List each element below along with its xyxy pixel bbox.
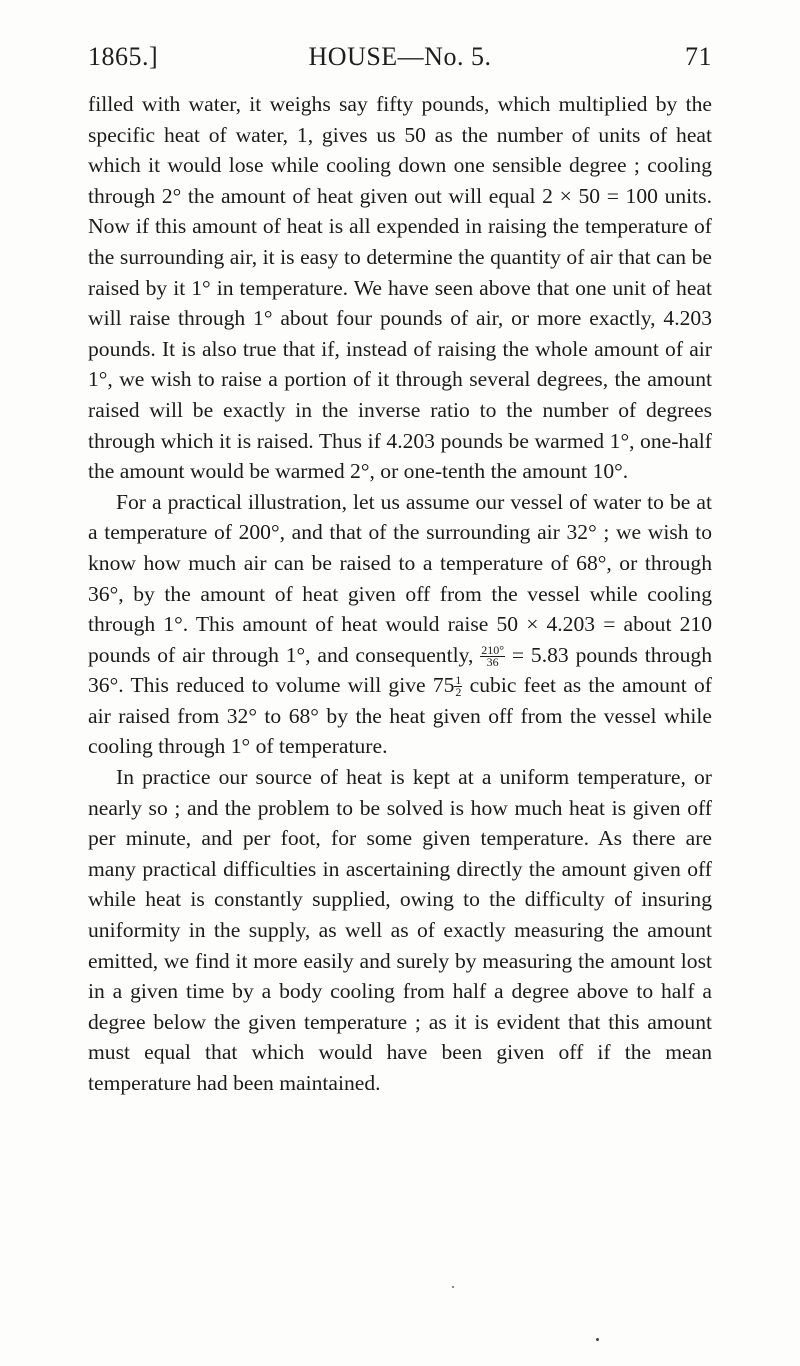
fraction-numerator: 210° xyxy=(481,642,505,657)
fraction-one-half xyxy=(454,675,462,698)
paragraph-3: In practice our source of heat is kept at a uniform temperature, or nearly so ; and the problem to be solved is how much heat is given off per minute, and per foot, for some given temperature. As there are many practical difficulties in ascertaining directly the amount given off while heat is constantly supplied, owing to the difficulty of insuring uniformity in the supply, as well as of exactly measuring the amount emitted, we find it more easily and surely by measuring the amount lost in a given time by a body cooling from half a degree above to half a degree below the given temperature ; as it is evident that this amount must equal that which would have been given off if the mean temperature had been maintained. xyxy=(88,765,712,1095)
ink-speck xyxy=(452,1286,454,1288)
paragraph-2-part-2: = 5.83 pounds through 36°. This reduced to volume will give 75 xyxy=(88,642,712,698)
running-header xyxy=(88,42,712,76)
page-body xyxy=(88,89,712,1099)
header-year: 1865.] xyxy=(88,42,159,71)
paragraph-2-part-3: cubic feet as the amount of air raised from 32° to 68° by the heat given off from the vessel while cooling through 1° of temperature. xyxy=(88,673,712,759)
fraction-210-over-36 xyxy=(480,642,505,669)
ink-speck xyxy=(596,1338,599,1341)
paragraph-2-part-1: For a practical illustration, let us assume our vessel of water to be at a temperature of 200°, and that of the surrounding air 32° ; we wish to know how much air can be raised to a temperature of 68°, or through 36°, by the amount of heat given off from the vessel while cooling through 1°. This amount of heat would raise 50 × 4.203 = about 210 pounds of air through 1°, and consequently, xyxy=(88,489,712,667)
paragraph-1: filled with water, it weighs say fifty pounds, which multiplied by the specific heat of water, 1, gives us 50 as the number of units of heat which it would lose while cooling down one sensible degree ; cooling through 2° the amount of heat given out will equal 2 × 50 = 100 units. Now if this amount of heat is all expended in raising the temperature of the surrounding air, it is easy to determine the quantity of air that can be raised by it 1° in temperature. We have seen above that one unit of heat will raise through 1° about four pounds of air, or more exactly, 4.203 pounds. It is also true that if, instead of raising the whole amount of air 1°, we wish to raise a portion of it through several degrees, the amount raised will be exactly in the inverse ratio to the number of degrees through which it is raised. Thus if 4.203 pounds be warmed 1°, one-half the amount would be warmed 2°, or one-tenth the amount 10°. xyxy=(88,92,712,484)
fraction-denominator: 36 xyxy=(486,654,499,669)
fraction-numerator: 1 xyxy=(455,673,462,688)
header-title: HOUSE—No. 5. xyxy=(308,42,492,71)
page-number: 71 xyxy=(685,42,712,71)
fraction-denominator: 2 xyxy=(455,685,462,700)
paragraph-2 xyxy=(88,487,712,762)
